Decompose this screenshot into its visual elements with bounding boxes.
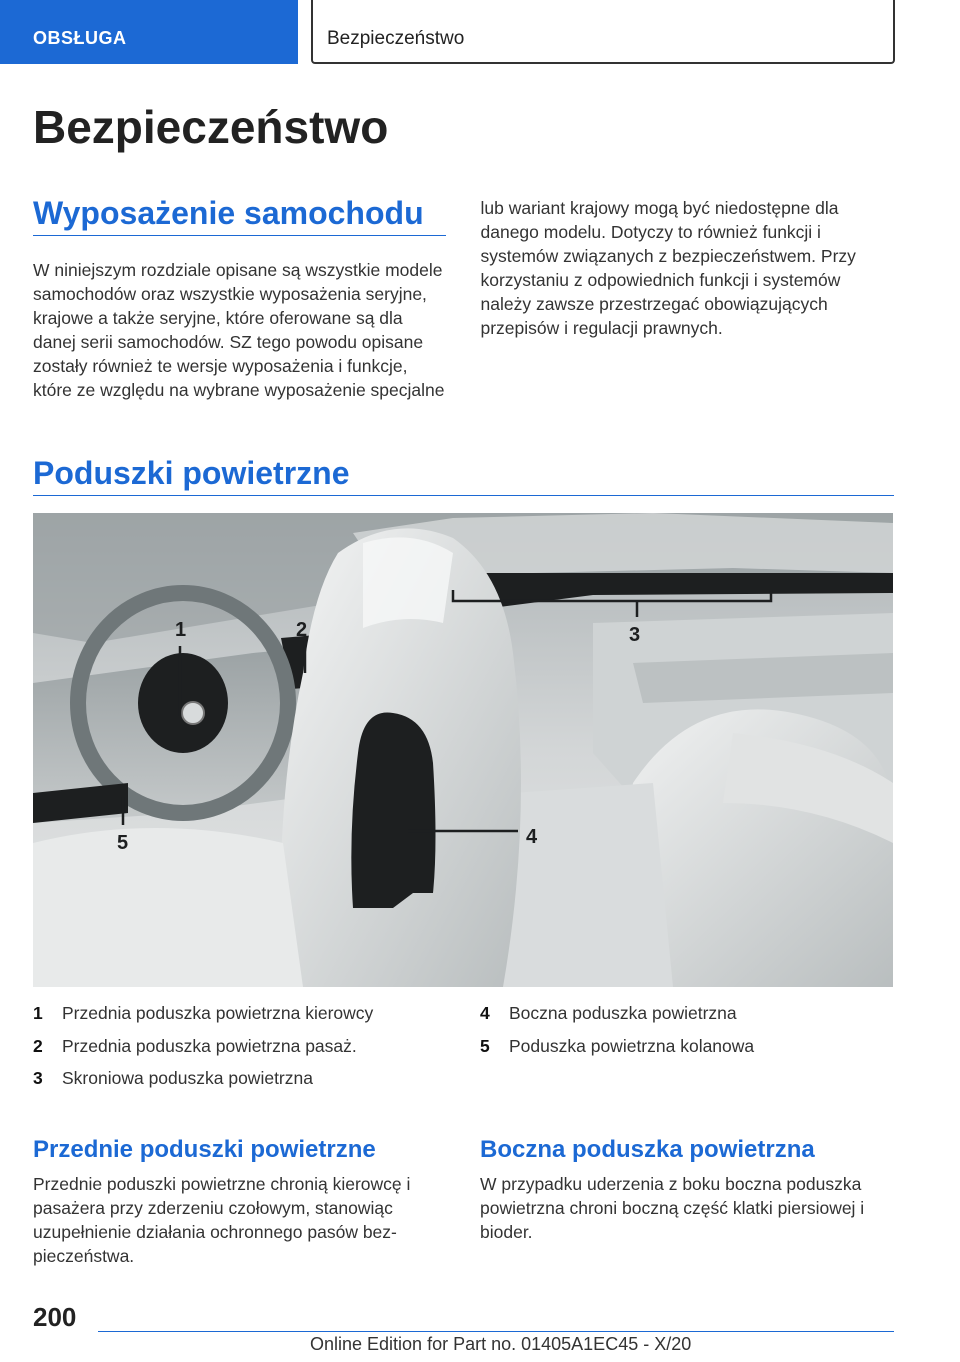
side-airbag-text: W przypadku uderzenia z boku boczna poduszka powietrzna chroni boczną część klatki piersiowej i bioder. [480, 1174, 865, 1242]
front-airbags-text: Przednie poduszki powietrzne chronią kierowcę i pasażera przy zderzeniu czołowym, stanowiąc uzupełnienie działania ochronnego pasów bezpieczeństwa. [33, 1174, 411, 1266]
footer-rule [98, 1331, 894, 1332]
legend-num: 2 [33, 1036, 43, 1056]
legend-text: Boczna poduszka powietrzna [509, 1003, 737, 1023]
legend-item [33, 1001, 453, 1025]
front-airbags-heading: Przednie poduszki powietrzne [33, 1136, 376, 1163]
legend-text: Skroniowa poduszka powietrzna [62, 1068, 313, 1088]
callout-4: 4 [526, 826, 538, 848]
legend-text: Przednia poduszka powietrzna kierowcy [62, 1003, 374, 1023]
callout-1: 1 [175, 619, 187, 641]
page-title: Bezpieczeństwo [33, 101, 389, 153]
legend-item [480, 1034, 894, 1058]
airbags-heading: Poduszki powietrzne [33, 455, 350, 491]
column-spacer [33, 196, 447, 258]
callout-5: 5 [117, 832, 129, 854]
chapter-header [311, 0, 895, 64]
callout-2: 2 [296, 619, 308, 641]
legend-item [33, 1066, 453, 1090]
airbag-illustration [33, 513, 893, 987]
legend-num: 1 [33, 1003, 43, 1023]
equipment-text [33, 196, 894, 406]
chapter-header-label: Bezpieczeństwo [327, 28, 465, 49]
equipment-paragraph: W niniejszym rozdziale opisane są wszystkie modele samochodów oraz wszystkie wyposażenia seryjne, krajowe a także seryjne, które oferowane są dla danej serii samochodów. SZ tego powodu opisane zostały również te wersje wyposażenia i funkcje, które ze względu na wybrane wyposażenie specjalne lub wariant krajowy mogą być niedostępne dla danego modelu. Dotyczy to również funkcji i systemów związanych z bezpieczeństwem. Przy korzystaniu z odpowiednich funkcji i systemów należy zawsze przestrzegać obowiązujących przepisów i regulacji prawnych. [33, 198, 856, 400]
section-tab-label: OBSŁUGA [33, 28, 127, 48]
legend-num: 3 [33, 1068, 43, 1088]
legend-text: Przednia poduszka powietrzna pasaż. [62, 1036, 357, 1056]
equipment-heading: Wyposażenie samochodu [33, 195, 424, 231]
legend-item [480, 1001, 894, 1025]
side-airbag-heading: Boczna poduszka powietrzna [480, 1136, 815, 1163]
legend-num: 5 [480, 1036, 490, 1056]
page-number: 200 [33, 1302, 77, 1332]
section-tab [0, 0, 298, 64]
callout-3: 3 [629, 624, 641, 646]
legend-item [33, 1034, 453, 1058]
airbags-heading-rule [33, 495, 894, 496]
footer-edition: Online Edition for Part no. 01405A1EC45 - X/20 [310, 1334, 692, 1354]
legend-text: Poduszka powietrzna kolanowa [509, 1036, 755, 1056]
legend-num: 4 [480, 1003, 490, 1023]
